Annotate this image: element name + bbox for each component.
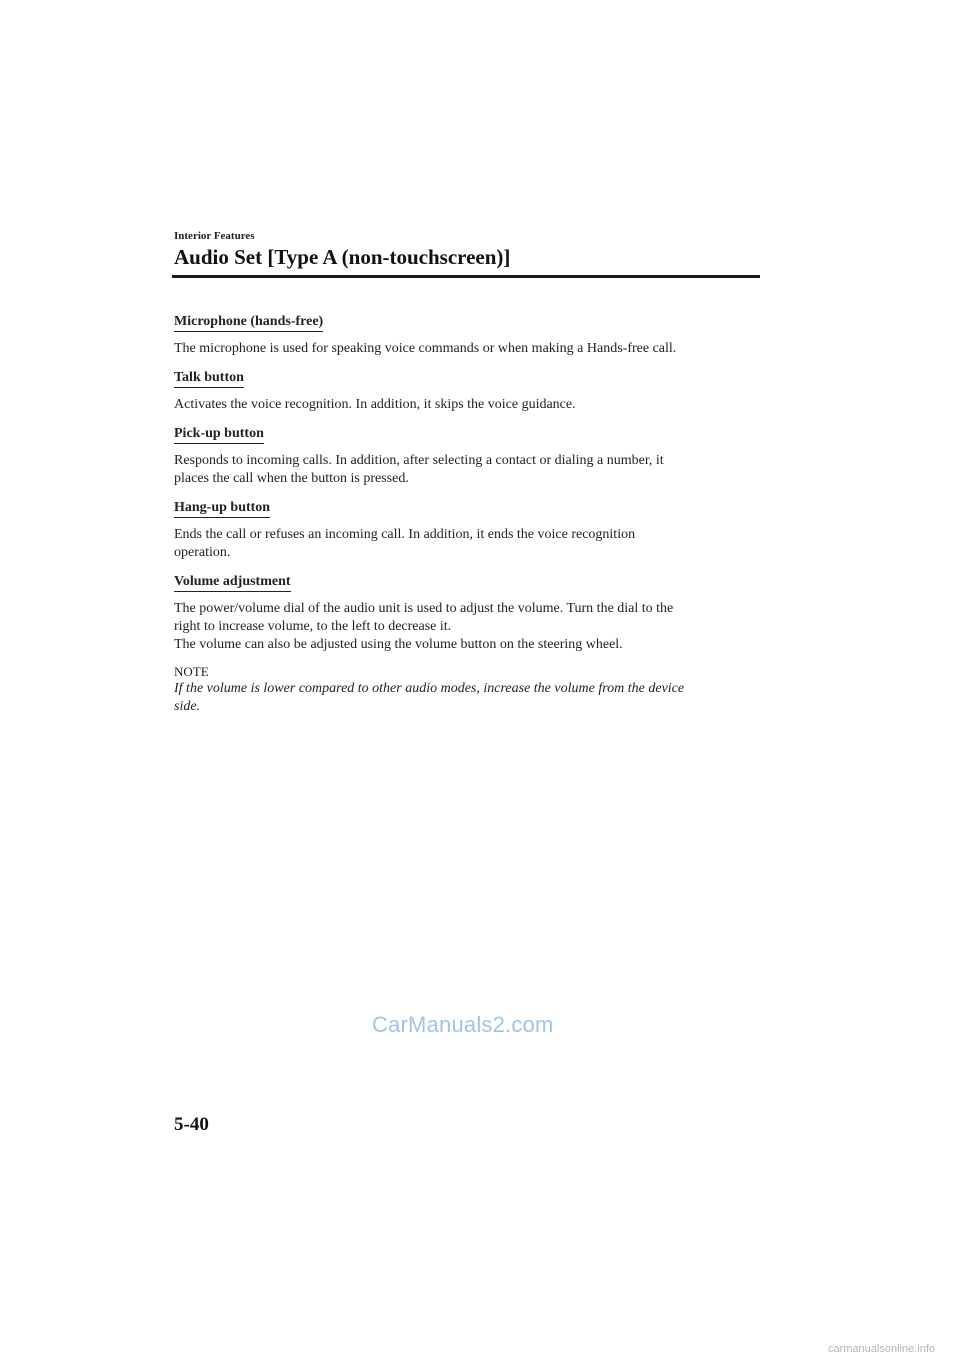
text-pick-up-button — [174, 452, 764, 488]
section-label: Interior Features — [174, 230, 255, 242]
text-line: The power/volume dial of the audio unit is used to adjust the volume. Turn the dial to the — [174, 601, 674, 616]
text-talk-button — [174, 396, 764, 414]
note-text — [174, 680, 764, 716]
page-title: Audio Set [Type A (non-touchscreen)] — [174, 245, 511, 269]
item-hang-up-button — [174, 498, 764, 562]
text-line: side. — [174, 699, 201, 714]
item-microphone — [174, 312, 764, 358]
text-line: Activates the voice recognition. In addition, it skips the voice guidance. — [174, 397, 576, 412]
text-line: Ends the call or refuses an incoming call. In addition, it ends the voice recognition — [174, 527, 636, 542]
footer-watermark[interactable]: carmanualsonline.info — [828, 1343, 936, 1355]
note-block — [174, 664, 764, 716]
content-body — [174, 312, 764, 716]
watermark-link[interactable]: CarManuals2.com — [372, 1012, 554, 1037]
title-rule — [172, 275, 760, 278]
text-line: The volume can also be adjusted using the volume button on the steering wheel. — [174, 637, 623, 652]
text-line: operation. — [174, 545, 231, 560]
text-volume-adjustment — [174, 600, 764, 654]
text-line: places the call when the button is pressed. — [174, 471, 409, 486]
text-line: right to increase volume, to the left to decrease it. — [174, 619, 452, 634]
text-microphone — [174, 340, 764, 358]
heading-talk-button: Talk button — [174, 369, 244, 388]
item-talk-button — [174, 368, 764, 414]
item-pick-up-button — [174, 424, 764, 488]
text-line: Responds to incoming calls. In addition, after selecting a contact or dialing a number, it — [174, 453, 664, 468]
page-number: 5-40 — [174, 1114, 209, 1135]
note-label: NOTE — [174, 664, 209, 679]
heading-volume-adjustment: Volume adjustment — [174, 573, 291, 592]
text-line: The microphone is used for speaking voice commands or when making a Hands-free call. — [174, 341, 677, 356]
heading-microphone: Microphone (hands-free) — [174, 313, 323, 332]
heading-hang-up-button: Hang-up button — [174, 499, 270, 518]
text-hang-up-button — [174, 526, 764, 562]
text-line: If the volume is lower compared to other audio modes, increase the volume from the device — [174, 681, 685, 696]
heading-pick-up-button: Pick-up button — [174, 425, 264, 444]
item-volume-adjustment — [174, 572, 764, 654]
